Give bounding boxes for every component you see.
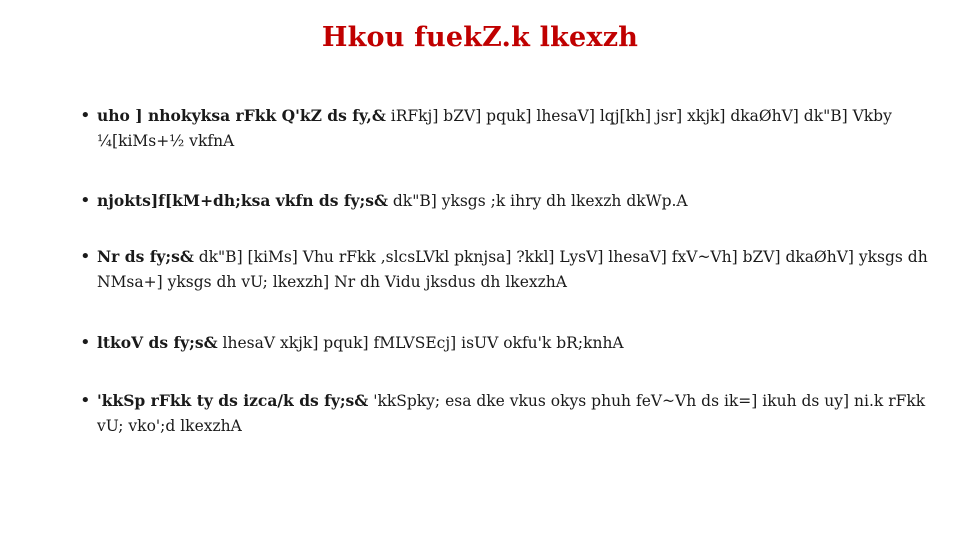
list-item	[80, 388, 956, 439]
bullet-text: dk"B] yksgs ;k ihry dh lkexzh dkWp.A	[387, 192, 688, 210]
bullet-list	[80, 103, 956, 439]
bullet-lead: ltkoV ds fy;s&	[97, 333, 218, 352]
bullet-text: lhesaV xkjk] pquk] fMLVSEcj] isUV okfu'k bR;knhA	[217, 334, 624, 352]
bullet-dot-icon: •	[80, 105, 91, 126]
bullet-text: dk"B] [kiMs] Vhu rFkk ,slcsLVkl pknjsa] ?kkl] LysV] lhesaV] fxV~Vh] bZV] dkaØhV] yksgs dh NMsa+] yksgs dh vU; lkexzh] Nr dh Vidu jksdus dh lkexzhA	[97, 248, 928, 291]
bullet-dot-icon: •	[80, 332, 91, 353]
bullet-dot-icon: •	[80, 246, 91, 267]
list-item	[80, 244, 956, 295]
bullet-dot-icon: •	[80, 390, 91, 411]
bullet-lead: njokts]f[kM+dh;ksa vkfn ds fy;s&	[97, 191, 388, 210]
bullet-text: iRFkj] bZV] pquk] lhesaV] lqj[kh] jsr] xkjk] dkaØhV] dk"B] Vkby ¼[kiMs+½ vkfnA	[97, 107, 892, 150]
bullet-text: 'kkSpky; esa dke vkus okys phuh feV~Vh ds ik=] ikuh ds uy] ni.k rFkk vU; vko';d lkexzhA	[97, 392, 926, 435]
slide-title: Hkou fuekZ.k lkexzh	[321, 22, 639, 53]
list-item	[80, 188, 956, 214]
bullet-lead: Nr ds fy;s&	[97, 247, 194, 266]
bullet-lead: uho ] nhokyksa rFkk Q'kZ ds fy,&	[97, 106, 386, 125]
bullet-lead: 'kkSp rFkk ty ds izca/k ds fy;s&	[97, 391, 369, 410]
bullet-dot-icon: •	[80, 190, 91, 211]
list-item	[80, 330, 956, 356]
list-item	[80, 103, 956, 154]
